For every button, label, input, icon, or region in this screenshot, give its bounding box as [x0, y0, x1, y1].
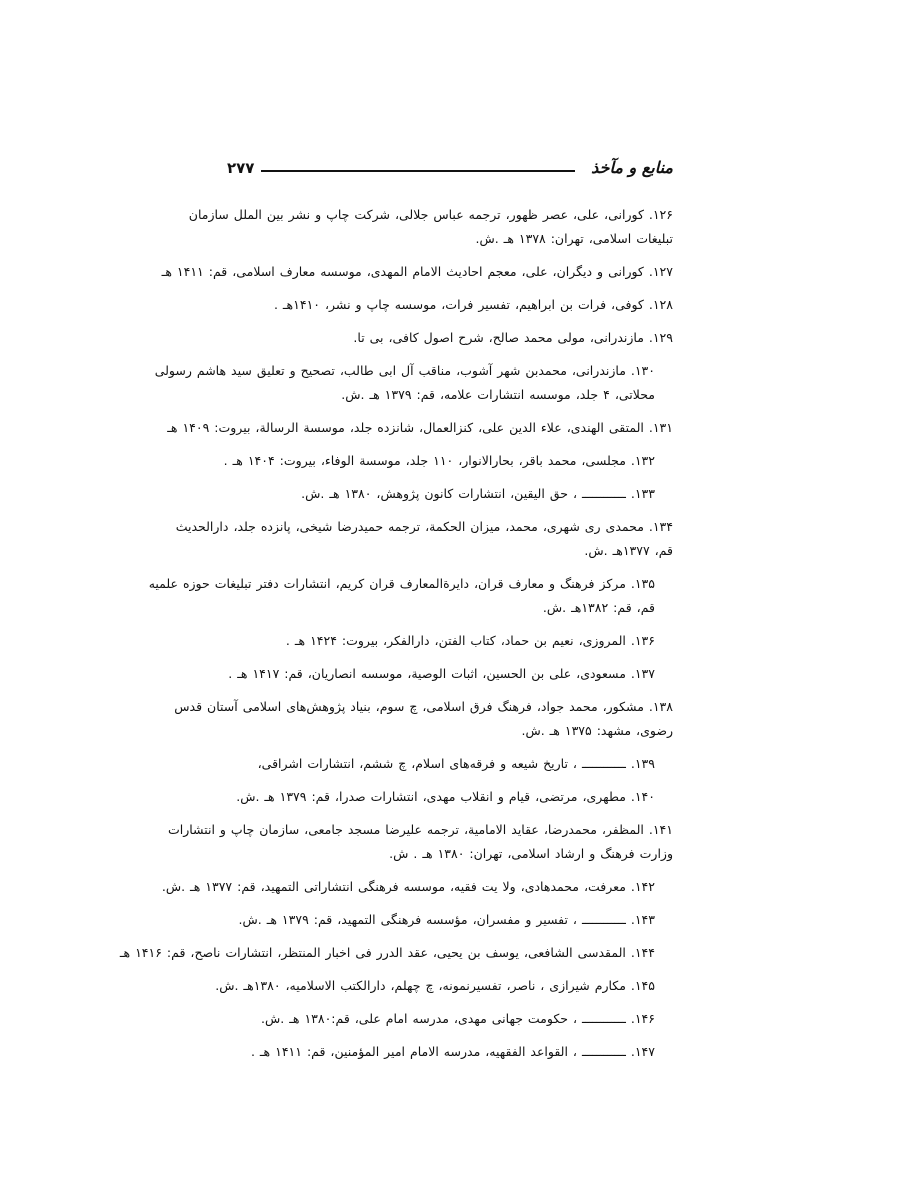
reference-line: ۱۳۱. المتقی الهندی، علاء الدین علی، کنزالعمال، شانزده جلد، موسسة الرسالة، بیروت: ۱۴۰۹ هـ — [167, 420, 673, 435]
reference-gap — [227, 473, 673, 482]
reference-gap — [227, 620, 673, 629]
reference-entry — [227, 1007, 673, 1031]
reference-gap — [227, 866, 673, 875]
reference-line: قم، ۱۳۷۷هـ .ش. — [584, 543, 673, 558]
header-rule — [261, 170, 575, 172]
reference-gap — [227, 932, 673, 941]
reference-line: ۱۲۶. کورانی، علی، عصر ظهور، ترجمه عباس جلالی، شرکت چاپ و نشر بین الملل سازمان — [188, 207, 673, 222]
reference-entry — [175, 515, 673, 563]
reference-entry — [227, 1040, 673, 1064]
reference-line: محلاتی، ۴ جلد، موسسه انتشارات علامه، قم: ۱۳۷۹ هـ .ش. — [341, 387, 655, 402]
reference-gap — [227, 350, 673, 359]
reference-list — [119, 203, 673, 1064]
reference-entry — [167, 416, 673, 440]
reference-line: ۱۴۶. ــــــــــــ ، حکومت جهانی مهدی، مدرسه امام علی، قم:۱۳۸۰ هـ .ش. — [261, 1011, 655, 1026]
reference-entry — [167, 818, 673, 866]
reference-gap — [227, 407, 673, 416]
reference-line: ۱۴۲. معرفت، محمدهادی، ولا یت فقیه، موسسه فرهنگی انتشاراتی التمهید، قم: ۱۳۷۷ هـ .ش. — [161, 879, 655, 894]
reference-gap — [227, 743, 673, 752]
reference-entry — [227, 629, 673, 653]
reference-gap — [227, 506, 673, 515]
reference-entry — [119, 941, 673, 965]
page-number: ۲۷۷ — [227, 159, 255, 177]
reference-line: ۱۴۳. ــــــــــــ ، تفسیر و مفسران، مؤسسه فرهنگی التمهید، قم: ۱۳۷۹ هـ .ش. — [238, 912, 655, 927]
reference-gap — [227, 284, 673, 293]
reference-gap — [227, 653, 673, 662]
reference-line: تبلیغات اسلامی، تهران: ۱۳۷۸ هـ .ش. — [475, 231, 673, 246]
reference-entry — [161, 875, 673, 899]
reference-entry — [154, 359, 673, 407]
reference-entry — [148, 572, 673, 620]
reference-line: ۱۳۲. مجلسی، محمد باقر، بحارالانوار، ۱۱۰ جلد، موسسة الوفاء، بیروت: ۱۴۰۴ هـ . — [223, 453, 655, 468]
reference-entry — [161, 260, 673, 284]
reference-gap — [227, 251, 673, 260]
reference-line: ۱۴۴. المقدسی الشافعی، یوسف بن یحیی، عقد الدرر فی اخبار المنتظر، انتشارات ناصح، قم: ۱۴۱۶ هـ — [119, 945, 655, 960]
reference-entry — [223, 449, 673, 473]
reference-gap — [227, 563, 673, 572]
reference-line: ۱۳۰. مازندرانی، محمدبن شهر آشوب، مناقب آل ابی طالب، تصحیح و تعلیق سید هاشم رسولی — [154, 363, 655, 378]
reference-line: ۱۳۵. مرکز فرهنگ و معارف قران، دایرةالمعارف قران کریم، انتشارات دفتر تبلیغات حوزه علمیه — [148, 576, 655, 591]
reference-line: رضوی، مشهد: ۱۳۷۵ هـ .ش. — [521, 723, 673, 738]
reference-entry — [215, 974, 673, 998]
reference-line: ۱۲۷. کورانی و دیگران، علی، معجم احادیث الامام المهدی، موسسه معارف اسلامی، قم: ۱۴۱۱ هـ — [161, 264, 673, 279]
reference-line: ۱۳۹. ــــــــــــ ، تاریخ شیعه و فرقه‌های اسلام، چ ششم، انتشارات اشراقی، — [257, 756, 655, 771]
reference-gap — [227, 899, 673, 908]
running-title: منابع و مآخذ — [591, 158, 673, 177]
reference-entry — [227, 785, 673, 809]
reference-entry — [227, 293, 673, 317]
reference-line: ۱۲۸. کوفی، فرات بن ابراهیم، تفسیر فرات، موسسه چاپ و نشر، ۱۴۱۰هـ . — [273, 297, 673, 312]
reference-line: وزارت فرهنگ و ارشاد اسلامی، تهران: ۱۳۸۰ هـ . ش. — [389, 846, 673, 861]
reference-entry — [227, 908, 673, 932]
reference-line: قم، قم: ۱۳۸۲هـ .ش. — [542, 600, 655, 615]
reference-line: ۱۳۶. المروزی، نعیم بن حماد، کتاب الفتن، دارالفکر، بیروت: ۱۴۲۴ هـ . — [285, 633, 655, 648]
page-header — [227, 156, 673, 186]
reference-entry — [227, 482, 673, 506]
reference-entry — [188, 203, 673, 251]
reference-entry — [227, 752, 673, 776]
reference-line: ۱۳۳. ــــــــــــ ، حق الیقین، انتشارات کانون پژوهش، ۱۳۸۰ هـ .ش. — [301, 486, 655, 501]
reference-gap — [227, 965, 673, 974]
reference-gap — [227, 1031, 673, 1040]
reference-entry — [227, 326, 673, 350]
reference-line: ۱۴۵. مکارم شیرازی ، ناصر، تفسیرنمونه، چ چهلم، دارالکتب الاسلامیه، ۱۳۸۰هـ .ش. — [215, 978, 655, 993]
reference-line: ۱۳۸. مشکور، محمد جواد، فرهنگ فرق اسلامی، چ سوم، بنیاد پژوهش‌های اسلامی آستان قدس — [174, 699, 673, 714]
reference-line: ۱۳۴. محمدی ری شهری، محمد، میزان الحکمة، ترجمه حمیدرضا شیخی، پانزده جلد، دارالحدیث — [175, 519, 673, 534]
reference-line: ۱۴۱. المظفر، محمدرضا، عقاید الامامیة، ترجمه علیرضا مسجد جامعی، سازمان چاپ و انتشارات — [167, 822, 673, 837]
reference-gap — [227, 776, 673, 785]
reference-line: ۱۴۰. مطهری، مرتضی، قیام و انقلاب مهدی، انتشارات صدرا، قم: ۱۳۷۹ هـ .ش. — [236, 789, 655, 804]
reference-gap — [227, 440, 673, 449]
reference-gap — [227, 809, 673, 818]
reference-line: ۱۲۹. مازندرانی، مولی محمد صالح، شرح اصول کافی، بی تا. — [353, 330, 673, 345]
reference-gap — [227, 317, 673, 326]
reference-line: ۱۴۷. ــــــــــــ ، القواعد الفقهیه، مدرسه الامام امیر المؤمنین، قم: ۱۴۱۱ هـ . — [250, 1044, 655, 1059]
reference-line: ۱۳۷. مسعودی، علی بن الحسین، اثبات الوصیة، موسسه انصاریان، قم: ۱۴۱۷ هـ . — [228, 666, 655, 681]
reference-gap — [227, 686, 673, 695]
reference-entry — [227, 662, 673, 686]
reference-entry — [174, 695, 673, 743]
reference-gap — [227, 998, 673, 1007]
